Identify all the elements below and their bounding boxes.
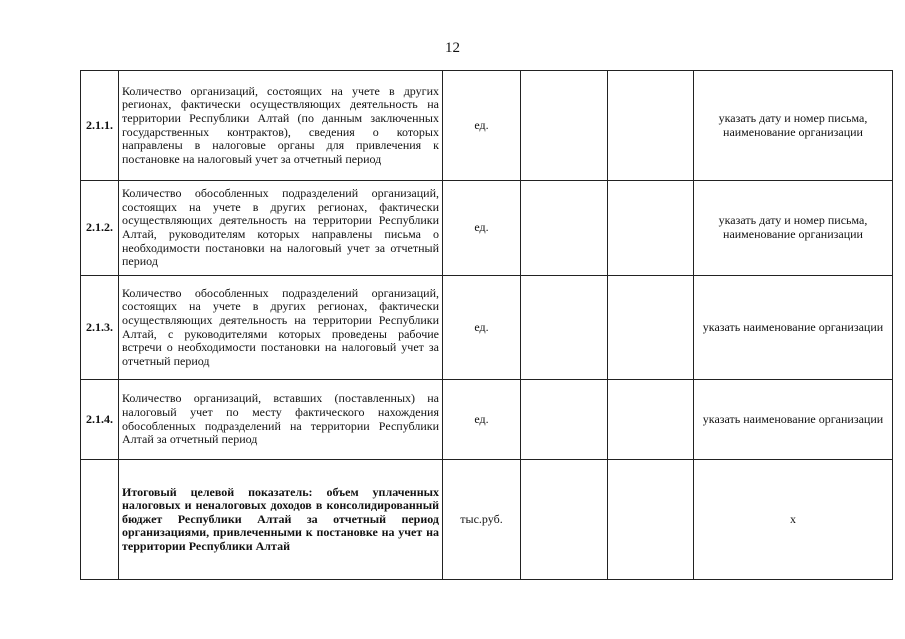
row-unit: тыс.руб. [443, 460, 521, 580]
row-description: Количество обособленных подразделений организаций, состоящих на учете в других регионах, фактически осуществляющих деятельность на территории Республики Алтай, руководителям которых направлены письма о необходимости постановки на налоговый учет за отчетный период [119, 181, 443, 276]
row-value-2 [608, 380, 694, 460]
row-note: указать наименование организации [694, 380, 893, 460]
row-number: 2.1.4. [81, 380, 119, 460]
row-value-2 [608, 276, 694, 380]
row-description: Количество обособленных подразделений организаций, состоящих на учете в других регионах, фактически осуществляющих деятельность на территории Республики Алтай, с руководителями которых проведены рабочие встречи о необходимости постановки на налоговый учет за отчетный период [119, 276, 443, 380]
row-description: Количество организаций, вставших (поставленных) на налоговый учет по месту фактического нахождения обособленных подразделений на территории Республики Алтай за отчетный период [119, 380, 443, 460]
page-number: 12 [445, 40, 460, 56]
indicators-table [80, 70, 893, 580]
row-value-2 [608, 460, 694, 580]
row-unit: ед. [443, 71, 521, 181]
row-unit: ед. [443, 181, 521, 276]
row-number: 2.1.1. [81, 71, 119, 181]
row-unit: ед. [443, 380, 521, 460]
row-note: указать дату и номер письма, наименование организации [694, 181, 893, 276]
table-row [81, 276, 893, 380]
row-value-1 [521, 380, 608, 460]
row-number: 2.1.3. [81, 276, 119, 380]
row-value-2 [608, 71, 694, 181]
row-value-1 [521, 181, 608, 276]
row-note: х [694, 460, 893, 580]
row-note: указать наименование организации [694, 276, 893, 380]
row-value-2 [608, 181, 694, 276]
row-value-1 [521, 276, 608, 380]
row-unit: ед. [443, 276, 521, 380]
table-row [81, 71, 893, 181]
table-row-total [81, 460, 893, 580]
row-value-1 [521, 71, 608, 181]
row-number [81, 460, 119, 580]
row-description: Итоговый целевой показатель: объем уплаченных налоговых и неналоговых доходов в консолидированный бюджет Республики Алтай за отчетный период организациями, привлеченными к постановке на учет на территории Республики Алтай [119, 460, 443, 580]
table-row [81, 380, 893, 460]
row-note: указать дату и номер письма, наименование организации [694, 71, 893, 181]
row-number: 2.1.2. [81, 181, 119, 276]
row-description: Количество организаций, состоящих на учете в других регионах, фактически осуществляющих деятельность на территории Республики Алтай (по данным заключенных государственных контрактов), сведения о которых направлены в налоговые органы для привлечения к постановке на налоговый учет за отчетный период [119, 71, 443, 181]
row-value-1 [521, 460, 608, 580]
table-row [81, 181, 893, 276]
